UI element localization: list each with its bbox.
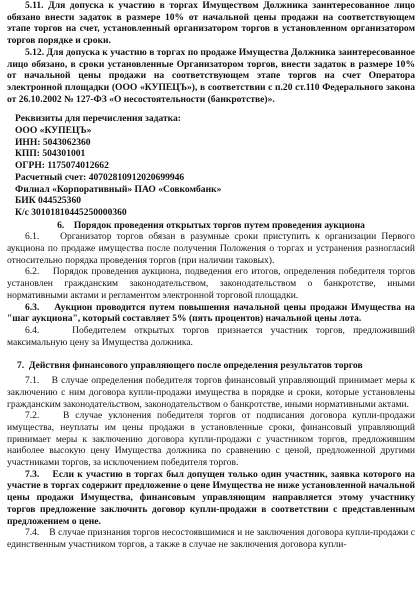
requisites-org: ООО «КУПЕЦЪ» [15,125,92,137]
paragraph-text: Для допуска к участию в торгах по продаже Имущества Должника заинтересованное лицо обязано, в сроки установленные Организатором торгов, внести задаток в размере 10% от начальной цены продажи на соответствующем этапе торгов на счет Оператора электронной площадки (ООО «КУПЕЦЪ»), в соответствии с п.20 ст.110 Федерального закона от 26.10.2002 № 127-ФЗ «О несостоятельности (банкротстве)». [7,46,415,105]
section-title: Порядок проведения открытых торгов путем проведения аукциона [73,219,365,231]
paragraph-7-1: 7.1. В случае определения победителя торгов финансовый управляющий принимает меры к заключению с ним договора купли-продажи имущества в порядке и сроки, которые установлены гражданским законодательством, законодательством о банкротстве, иными нормативными актами. [7,375,415,410]
paragraph-6-3: 6.3. Аукцион проводится путем повышения начальной цены продажи Имущества на "шаг аукциона", который составляет 5% (пять процентов) начальной цены лота. [7,301,415,325]
paragraph-6-4: 6.4. Победителем открытых торгов признается участник торгов, предложивший максимальную цену за Имущества должника. [7,324,415,348]
paragraph-number: 5.11. [25,0,44,11]
requisites-kpp: КПП: 504301001 [15,148,86,160]
requisites-bik: БИК 044525360 [15,195,82,207]
requisites-account: Расчетный счет: 40702810912020699946 [15,171,185,183]
paragraph-7-4: 7.4. В случае признания торгов несостоявшимися и не заключения договора купли-продажи с единственным участником торгов, а также в случае не заключения договора купли- [7,527,415,550]
requisites-branch: Филиал «Корпоративный» ПАО «Совкомбанк» [15,183,222,195]
requisites-heading: Реквизиты для перечисления задатка: [15,113,181,125]
paragraph-6-1: 6.1. Организатор торгов обязан в разумные сроки приступить к организации Первого аукциона по продаже имущества после получения Положения о торгах и устранения разногласий относительно порядка проведения торгов (при наличии таковых). [7,231,415,266]
section-7-heading: 7. Действия финансового управляющего после определения результатов торгов [17,360,363,372]
paragraph-6-2: 6.2. Порядок проведения аукциона, подведения его итогов, определения победителя торгов установлен гражданским законодательством, законодательством о банкротстве, иными нормативными актами и регламентом электронной торговой площадки. [7,266,415,301]
section-number: 6. [57,219,65,231]
paragraph-number: 5.12. [25,46,45,58]
paragraph-7-3: 7.3. Если к участию в торгах был допущен только один участник, заявка которого на участие в торгах содержит предложение о цене Имущества не ниже установленной начальной цены продажи Имущества, финансовым управляющим направляется этому участнику торгов предложение заключить договор купли-продажи в соответствии с представленным предложением о цене. [7,468,415,527]
requisites-inn: ИНН: 5043062360 [15,136,91,148]
requisites-corr-account: К/с 30101810445250000360 [15,206,127,218]
section-6-heading [7,220,415,232]
requisites-ogrn: ОГРН: 1175074012662 [15,160,109,172]
paragraph-5-12 [7,47,415,106]
paragraph-5-11 [7,0,415,47]
paragraph-text: Для допуска к участию в торгах Имуществом Должника заинтересованное лицо обязано внести задаток в размере 10% от начальной цены продажи на соответствующем этапе торгов на счет, установленный организатором торгов в установленном организатором торгов порядке и сроки. [7,0,416,47]
requisites-block [7,113,415,218]
paragraph-7-2: 7.2. В случае уклонения победителя торгов от подписания договора купли-продажи имущества, неуплаты им цены продажи в установленные сроки, финансовый управляющий принимает меры к заключению договора купли-продажи с участником торгов, предложившим наиболее высокую цену Имущества должника по сравнению с ценой, предложенной другими участниками торгов, за исключением победителя торгов. [7,410,415,469]
